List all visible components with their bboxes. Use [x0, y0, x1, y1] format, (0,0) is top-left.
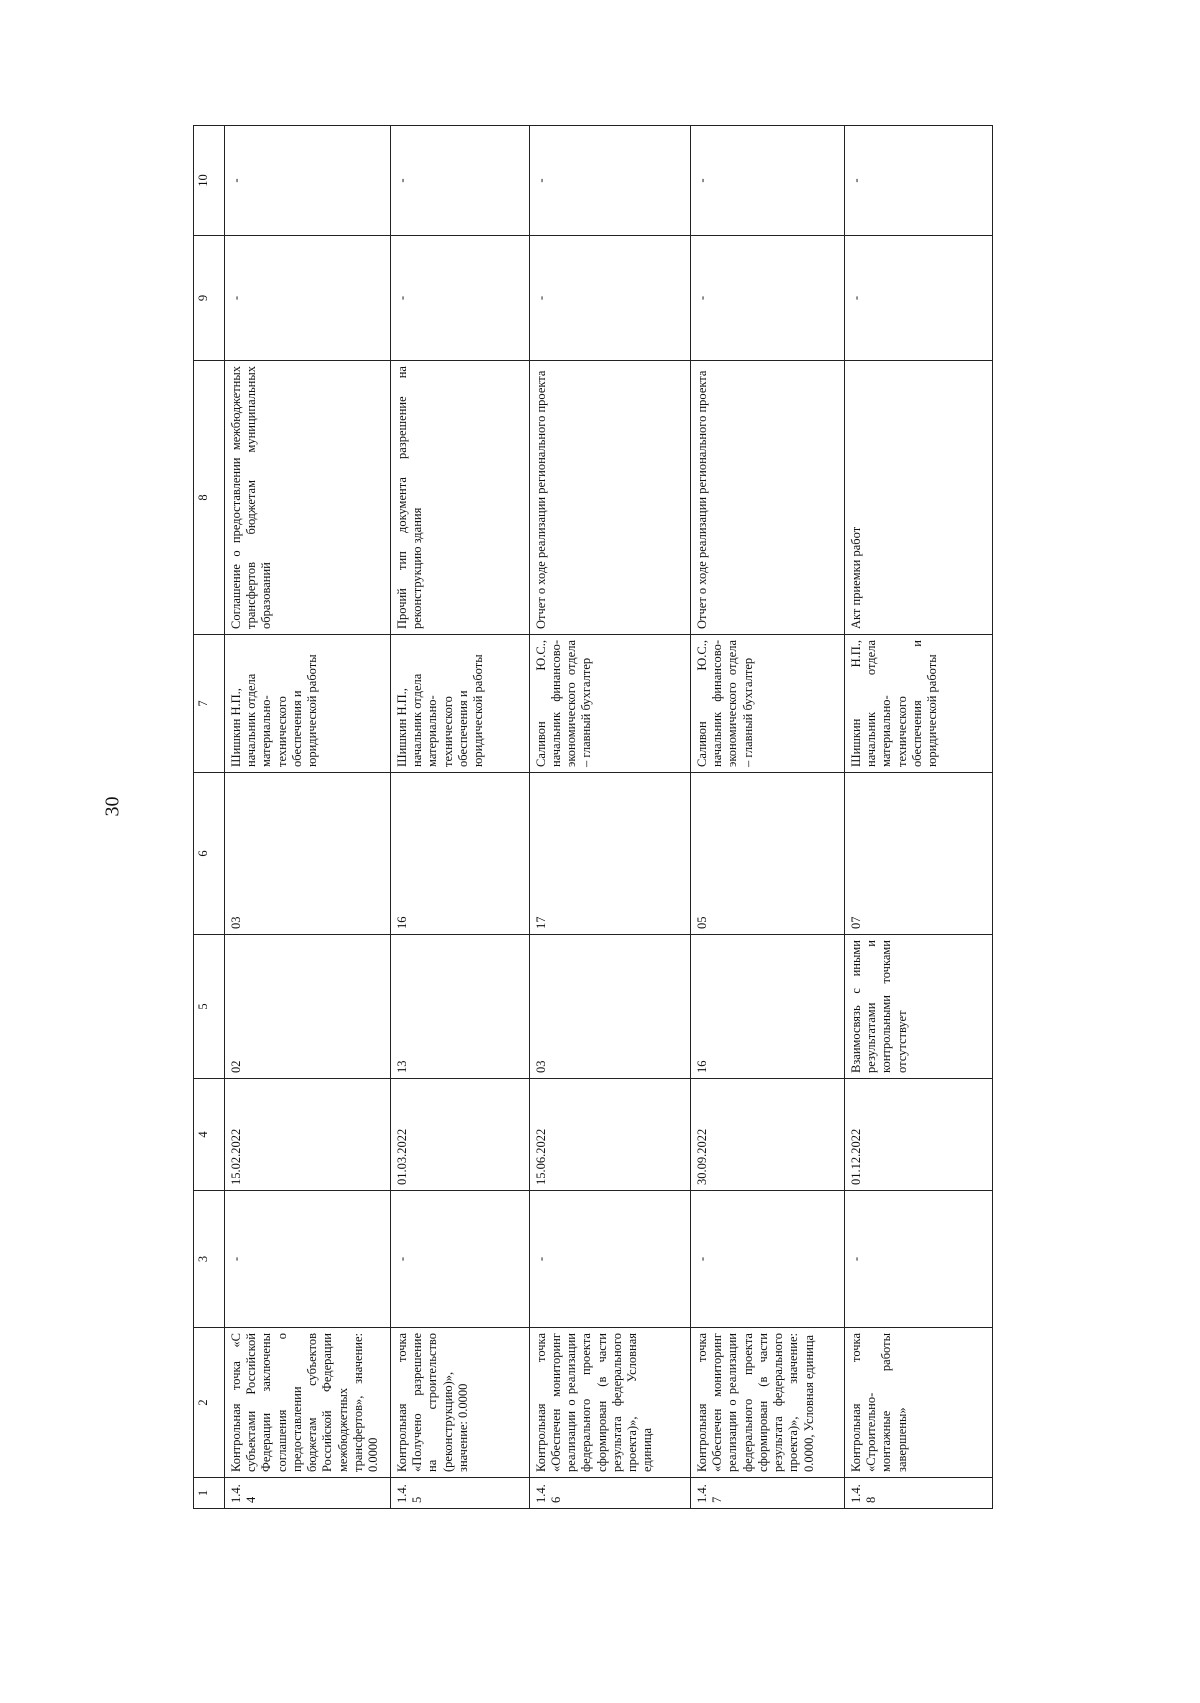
column-header: 8 [194, 361, 225, 635]
cell-col3: - [390, 1191, 529, 1328]
document-type: Прочий тип документа разрешение на реконструкцию здания [390, 361, 529, 635]
row-number: 1.4.8 [844, 1478, 992, 1509]
row-number: 1.4.7 [690, 1478, 844, 1509]
rotated-table-area [193, 126, 1200, 1503]
cell-col9: - [690, 236, 844, 361]
column-header: 9 [194, 236, 225, 361]
column-header: 6 [194, 773, 225, 935]
deadline-date: 15.06.2022 [529, 1079, 690, 1191]
cell-col3: - [224, 1191, 390, 1328]
cell-col9: - [224, 236, 390, 361]
cell-col9: - [844, 236, 992, 361]
table-row [390, 126, 529, 1509]
responsible-person: Шишкин Н.П., начальник отдела материально-технического обеспечения и юридической работы [844, 635, 992, 773]
cell-col6: 17 [529, 773, 690, 935]
cell-col6: 03 [224, 773, 390, 935]
deadline-date: 01.12.2022 [844, 1079, 992, 1191]
cell-col3: - [529, 1191, 690, 1328]
cell-col3: - [690, 1191, 844, 1328]
deadline-date: 01.03.2022 [390, 1079, 529, 1191]
cell-col5: 03 [529, 935, 690, 1079]
rotated-table-inner [193, 126, 993, 1509]
document-type: Соглашение о предоставлении межбюджетных трансфертов бюджетам муниципальных образований [224, 361, 390, 635]
column-header: 10 [194, 126, 225, 236]
table-row [529, 126, 690, 1509]
cell-col10: - [224, 126, 390, 236]
column-header: 2 [194, 1328, 225, 1478]
cell-col5: 13 [390, 935, 529, 1079]
control-point-name: Контрольная точка «Обеспечен мониторинг реализации о реализации федерального проекта сформирован (в части результата федерального проекта)», значение: 0.0000, Условная единица [690, 1328, 844, 1478]
cell-col6: 05 [690, 773, 844, 935]
table-row [224, 126, 390, 1509]
column-header: 7 [194, 635, 225, 773]
column-header: 5 [194, 935, 225, 1079]
row-number: 1.4.5 [390, 1478, 529, 1509]
cell-col9: - [390, 236, 529, 361]
cell-col6: 16 [390, 773, 529, 935]
deadline-date: 30.09.2022 [690, 1079, 844, 1191]
control-points-table [193, 125, 993, 1509]
cell-col3: - [844, 1191, 992, 1328]
cell-col6: 07 [844, 773, 992, 935]
page-number: 30 [101, 796, 124, 817]
responsible-person: Шишкин Н.П., начальник отдела материально-технического обеспечения и юридической работы [390, 635, 529, 773]
responsible-person: Саливон Ю.С., начальник финансово-экономического отдела – главный бухгалтер [690, 635, 844, 773]
row-number: 1.4.4 [224, 1478, 390, 1509]
document-type: Отчет о ходе реализации регионального проекта [690, 361, 844, 635]
column-header: 4 [194, 1079, 225, 1191]
deadline-date: 15.02.2022 [224, 1079, 390, 1191]
table-row [844, 126, 992, 1509]
cell-col10: - [844, 126, 992, 236]
control-point-name: Контрольная точка «Обеспечен мониторинг реализации о реализации федерального проекта сформирован (в части результата федерального проекта)», Условная единица [529, 1328, 690, 1478]
cell-col5: 16 [690, 935, 844, 1079]
column-header: 3 [194, 1191, 225, 1328]
control-point-name: Контрольная точка «Строительно-монтажные работы завершены» [844, 1328, 992, 1478]
cell-col10: - [390, 126, 529, 236]
cell-col9: - [529, 236, 690, 361]
table-header-row [194, 126, 225, 1509]
column-header: 1 [194, 1478, 225, 1509]
control-point-name: Контрольная точка «С субъектами Российской Федерации заключены соглашения о предоставлении бюджетам субъектов Российской Федерации межбюджетных трансфертов», значение: 0.0000 [224, 1328, 390, 1478]
cell-col10: - [690, 126, 844, 236]
cell-col10: - [529, 126, 690, 236]
table-row [690, 126, 844, 1509]
cell-col5: Взаимосвязь с иными результатами и контрольными точками отсутствует [844, 935, 992, 1079]
document-type: Отчет о ходе реализации регионального проекта [529, 361, 690, 635]
responsible-person: Саливон Ю.С., начальник финансово-экономического отдела – главный бухгалтер [529, 635, 690, 773]
control-point-name: Контрольная точка «Получено разрешение на строительство (реконструкцию)», значение: 0.0000 [390, 1328, 529, 1478]
responsible-person: Шишкин Н.П., начальник отдела материально-технического обеспечения и юридической работы [224, 635, 390, 773]
cell-col5: 02 [224, 935, 390, 1079]
document-type: Акт приемки работ [844, 361, 992, 635]
row-number: 1.4.6 [529, 1478, 690, 1509]
